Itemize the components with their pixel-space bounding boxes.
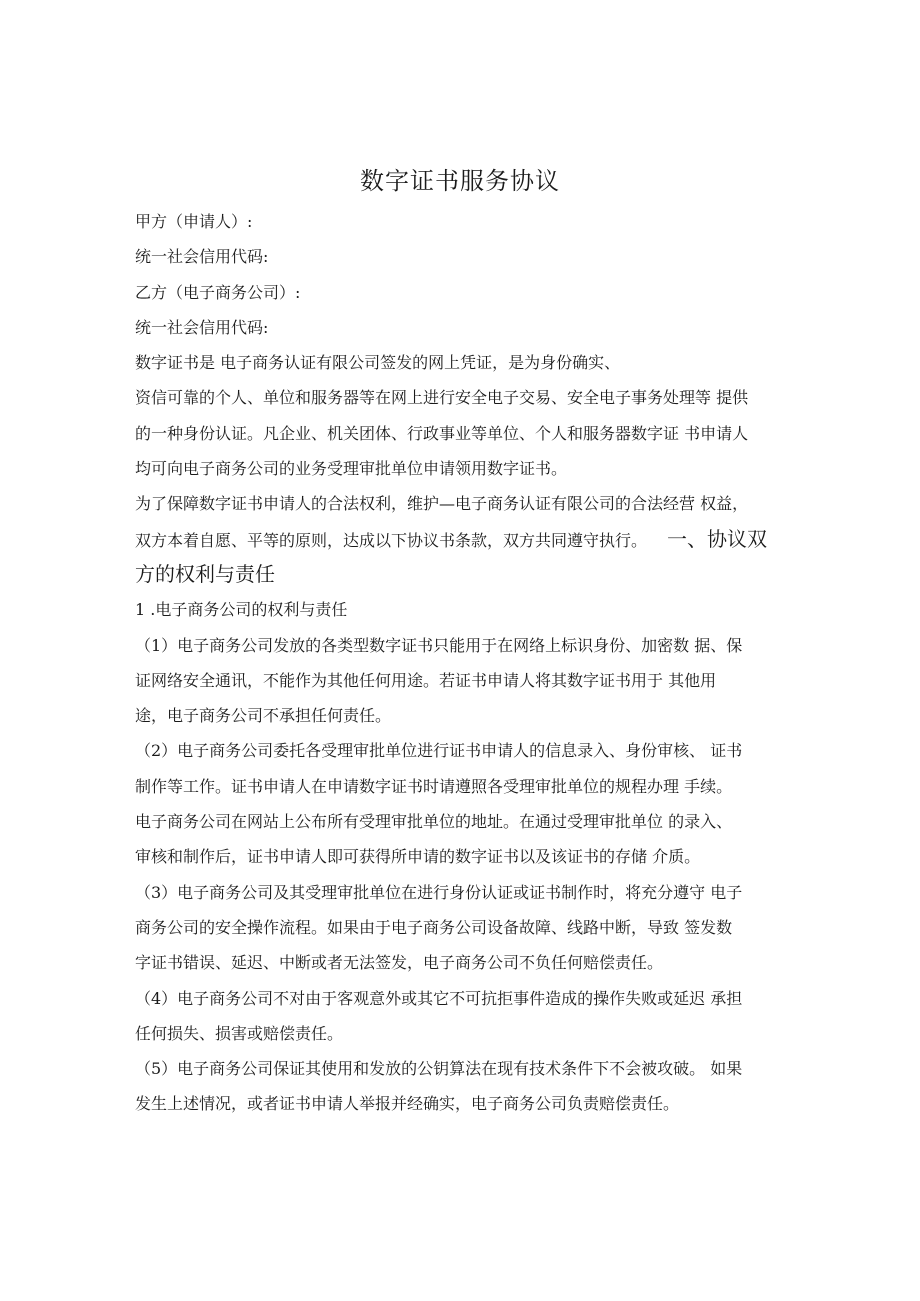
- section-heading-part-2: 方的权利与责任: [135, 561, 275, 586]
- clause-1-line-2: 证网络安全通讯，不能作为其他任何用途。若证书申请人将其数字证书用于 其他用: [135, 670, 717, 690]
- party-a-credit-code-label: 统一社会信用代码:: [135, 247, 269, 267]
- purpose-line-1: 为了保障数字证书申请人的合法权利，维护—电子商务认证有限公司的合法经营 权益，: [135, 494, 749, 514]
- party-a-label: 甲方（申请人）:: [135, 212, 253, 231]
- clause-2-line-4: 审核和制作后，证书申请人即可获得所申请的数字证书以及该证书的存储 介质。: [135, 847, 701, 867]
- clause-1-line-1: （1）电子商务公司发放的各类型数字证书只能用于在网络上标识身份、加密数 据、保: [135, 635, 743, 655]
- clause-5-line-2: 发生上述情况，或者证书申请人举报并经确实，电子商务公司负责赔偿责任。: [135, 1094, 680, 1114]
- intro-line-3: 的一种身份认证。凡企业、机关团体、行政事业等单位、个人和服务器数字证 书申请人: [135, 423, 749, 443]
- clause-3-line-2: 商务公司的安全操作流程。如果由于电子商务公司设备故障、线路中断，导致 签发数: [135, 917, 733, 937]
- section-heading-part-1: 一、协议双: [667, 526, 768, 551]
- document-body: [135, 204, 787, 1122]
- subsection-1-title: 1 .电子商务公司的权利与责任: [135, 600, 348, 620]
- intro-line-4: 均可向电子商务公司的业务受理审批单位申请领用数字证书。: [135, 459, 568, 479]
- clause-5-line-1: （5）电子商务公司保证其使用和发放的公钥算法在现有技术条件下不会被攻破。 如果: [135, 1059, 743, 1079]
- party-b-credit-code-label: 统一社会信用代码:: [135, 317, 269, 337]
- intro-line-1: 数字证书是 电子商务认证有限公司签发的网上凭证，是为身份确实、: [135, 353, 621, 373]
- clause-3-line-1: （3）电子商务公司及其受理审批单位在进行身份认证或证书制作时，将充分遵守 电子: [135, 882, 743, 902]
- clause-3-line-3: 字证书错误、延迟、中断或者无法签发，电子商务公司不负任何赔偿责任。: [135, 953, 664, 973]
- purpose-line-2-text: 双方本着自愿、平等的原则，达成以下协议书条款，双方共同遵守执行。: [135, 530, 648, 550]
- clause-2-line-1: （2）电子商务公司委托各受理审批单位进行证书申请人的信息录入、身份审核、 证书: [135, 741, 743, 761]
- party-b-label: 乙方（电子商务公司）:: [135, 282, 301, 302]
- clause-2-line-3: 电子商务公司在网站上公布所有受理审批单位的地址。在通过受理审批单位 的录入、: [135, 812, 733, 832]
- document-title: 数字证书服务协议: [360, 167, 560, 195]
- clause-4-line-2: 任何损失、损害或赔偿责任。: [135, 1023, 344, 1043]
- purpose-line-2: [135, 522, 787, 557]
- intro-line-2: 资信可靠的个人、单位和服务器等在网上进行安全电子交易、安全电子事务处理等 提供: [135, 388, 749, 408]
- clause-4-line-1: （4）电子商务公司不对由于客观意外或其它不可抗拒事件造成的操作失败或延迟 承担: [135, 988, 743, 1008]
- clause-1-line-3: 途，电子商务公司不承担任何责任。: [135, 706, 392, 726]
- clause-2-line-2: 制作等工作。证书申请人在申请数字证书时请遵照各受理审批单位的规程办理 手续。: [135, 776, 733, 796]
